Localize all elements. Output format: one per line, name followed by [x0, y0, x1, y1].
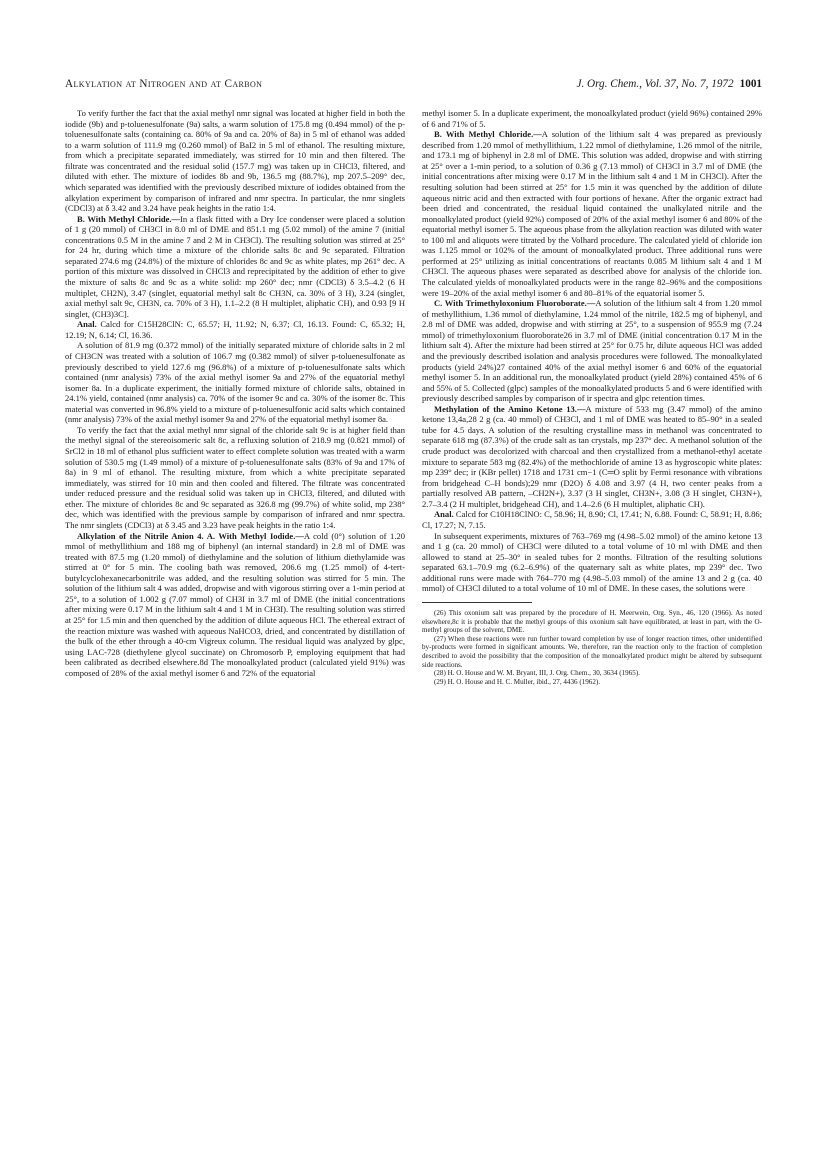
paragraph-text: In subsequent experiments, mixtures of 763–769 mg (4.98–5.02 mmol) of the amino ketone 13 and 1 g (ca. 20 mmol) of CH3Cl were diluted to a total volume of 10 ml with DME and then allowed to stand at 25–30° in sealed tubes for 2 months. Filtration of the resulting solutions separated 63.1–70.9 mg (6.2–6.9%) of the quaternary salt as white plates, mp 239° dec. Two additional runs were made with 764–770 mg (4.98–5.03 mmol) of the amine 13 and 2 g (ca. 40 mmol) of CH3Cl diluted to a total volume of 10 ml of DME. In these cases, the solutions were	[422, 530, 762, 594]
running-head: Alkylation at Nitrogen and at Carbon	[65, 78, 263, 90]
section-heading: Methylation of the Amino Ketone 13.—	[434, 403, 586, 414]
paragraph-text: A solution of 81.9 mg (0.372 mmol) of the initially separated mixture of chloride salts in 2 ml of CH3CN was treated with a solution of 106.7 mg (0.382 mmol) of silver p-toluenesulfonate as previously described to yield 127.6 mg (96.8%) of a mixture of p-toluenesulfonate salts which contained (nmr analysis) 73% of the axial methyl isomer 9a and 27% of the equatorial methyl isomer 8a. In a duplicate experiment, the initially formed mixture of chloride salts, obtained in 24.1% yield, contained (nmr analysis) ca. 70% of the isomer 9c and ca. 30% of the isomer 8c. This material was converted in 96.8% yield to a mixture of p-toluenesulfonic acid salts which contained (nmr analysis) 73% of the axial methyl isomer 9a and 27% of the equatorial methyl isomer 8a.	[65, 340, 405, 425]
paragraph-text: Calcd for C15H28ClN: C, 65.57; H, 11.92; N, 6.37; Cl, 16.13. Found: C, 65.32; H, 12.19; N, 6.14; Cl, 16.36.	[65, 319, 405, 340]
footnote: (28) H. O. House and W. M. Bryant, III, J. Org. Chem., 30, 3634 (1965).	[434, 669, 640, 678]
journal-citation: J. Org. Chem., Vol. 37, No. 7, 1972	[576, 78, 734, 90]
paragraph	[422, 298, 762, 404]
section-heading: Anal.	[434, 509, 454, 520]
paragraph-text: To verify further the fact that the axial methyl nmr signal was located at higher field in both the iodide (9b) and p-toluenesulfonate (9a) salts, a warm solution of 175.8 mg (0.494 mmol) of the p-toluenesulfonate salts (containing ca. 80% of 9a and ca. 20% of 8a) in 5 ml of ethanol was added to a warm solution of 111.9 mg (0.260 mmol) of BaI2 in 5 ml of ethanol. The resulting mixture, from which a precipitate separated immediately, was stirred for 10 min and then filtered. The filtrate was concentrated and the residual solid (157.7 mg) was taken up in CHCl3, filtered, and diluted with ether. The mixture of iodides 8b and 9b, 136.5 mg (88.7%), mp 207.5–209° dec, which separated was identified with the previously described mixture of iodides obtained from the alkylation experiment by comparison of infrared and nmr spectra. In particular, the nmr singlets (CDCl3) at δ 3.42 and 3.24 have peak heights in the ratio 1:4.	[65, 108, 405, 214]
footnote: (29) H. O. House and H. C. Muller, ibid., 27, 4436 (1962).	[434, 678, 601, 686]
footnote: (26) This oxonium salt was prepared by the procedure of H. Meerwein, Org. Syn., 46, 120 (1966). As noted elsewhere,8c it is probable that the methyl groups of this oxonium salt have equilibrated, at least in part, with the O-methyl groups of the solvent, DME.	[422, 608, 762, 635]
page-number: 1001	[739, 78, 762, 90]
right-column-body	[422, 108, 762, 594]
paragraph	[65, 340, 405, 425]
paragraph-text: methyl isomer 5. In a duplicate experiment, the monoalkylated product (yield 96%) contained 29% of 6 and 71% of 5.	[422, 108, 762, 129]
paragraph	[65, 531, 405, 679]
footnote-divider	[422, 602, 532, 603]
paragraph	[422, 404, 762, 510]
paragraph-text: A cold (0°) solution of 1.20 mmol of methyllithium and 188 mg of biphenyl (an internal standard) in 2.8 ml of DME was treated with 87.5 mg (1.20 mmol) of diethylamine and the solution of lithium diethylamide was stirred at 0° for 5 min. The cooling bath was removed, 206.6 mg (1.25 mmol) of 4-tert-butylcyclohexanecarbonitrile was added, and the resulting solution was stirred for 5 min. The solution of the lithium salt 4 was added, dropwise and with vigorous stirring over a 1-min period at 25°, to a solution of 1.002 g (7.07 mmol) of CH3I in 3.7 ml of DME (the initial concentrations after mixing were 0.17 M in the lithium salt 4 and 1 M in CH3I). The resulting solution was stirred at 25° for 1.5 min and then quenched by the addition of dilute aqueous HCl. The ethereal extract of the reaction mixture was washed with aqueous NaHCO3, dried, and concentrated by distillation of the bulk of the ether through a 40-cm Vigreux column. The residual liquid was analyzed by glpc, using LAC-728 (diethylene glycol succinate) on Chromosorb P, employing equipment that had been calibrated as decribed elsewhere.8d The monoalkylated product (calculated yield 91%) was composed of 28% of the axial methyl isomer 6 and 72% of the equatorial	[65, 530, 405, 678]
paragraph	[422, 129, 762, 298]
paragraph	[422, 531, 762, 594]
section-heading: B. With Methyl Chloride.—	[434, 129, 542, 140]
section-heading: C. With Trimethyloxonium Fluoroborate.—	[434, 298, 596, 309]
paragraph	[422, 509, 762, 530]
paragraph	[65, 108, 405, 214]
right-column	[422, 108, 762, 687]
paragraph-text: To verify the fact that the axial methyl nmr signal of the chloride salt 9c is at higher field than the methyl signal of the stereoisomeric salt 8c, a refluxing solution of 218.9 mg (0.821 mmol) of SrCl2 in 18 ml of ethanol plus sufficient water to effect complete solution was treated with a warm solution of 530.5 mg (1.49 mmol) of a mixture of p-toluenesulfonate salts (83% of 9a and 17% of 8a) in 9 ml of ethanol. The resulting mixture, from which a white precipitate separated immediately, was stirred for 10 min and then cooled and filtered. The filtrate was concentrated under reduced pressure and the residual solid was taken up in CHCl3, filtered, and diluted with ether. The mixture of chlorides 8c and 9c separated as 326.8 mg (99.7%) of white solid, mp 238° dec, which was identified with the previous sample by comparison of infrared and nmr spectra. The nmr singlets (CDCl3) at δ 3.45 and 3.23 have peak heights in the ratio 1:4.	[65, 424, 405, 530]
paragraph-text: Calcd for C10H18ClNO: C, 58.96; H, 8.90; Cl, 17.41; N, 6.88. Found: C, 58.91; H, 8.86; Cl, 17.27; N, 7.15.	[422, 509, 762, 530]
paragraph	[65, 425, 405, 531]
paragraph	[65, 214, 405, 320]
footnotes	[422, 609, 762, 687]
paragraph-text: A solution of the lithium salt 4 from 1.20 mmol of methyllithium, 1.36 mmol of diethylamine, 1.24 mmol of the nitrile, 182.5 mg of biphenyl, and 2.8 ml of DME was added, dropwise and with stirring at 25°, to a suspension of 955.9 mg (7.24 mmol) of trimethyloxonium fluoroborate26 in 3.7 ml of DME (initial concentration 0.17 M in the lithium salt 4). After the mixture had been stirred at 25° for 0.75 hr, dilute aqueous HCl was added and the previously described isolation and analysis procedures were followed. The monoalkylated products (yield 24%)27 contained 40% of the axial methyl isomer 6 and 60% of the equatorial methyl isomer 5. In an additional run, the monoalkylated product (yield 28%) contained 45% of 6 and 55% of 5. Collected (glpc) samples of the monoalkylated products 5 and 6 were identified with previously described samples by comparison of ir spectra and glpc retention times.	[422, 298, 762, 404]
section-heading: Anal.	[77, 319, 97, 330]
page-header	[65, 78, 762, 94]
paragraph-text: A solution of the lithium salt 4 was prepared as previously described from 1.20 mmol of methyllithium, 1.22 mmol of diethylamine, 1.26 mmol of the nitrile, and 173.1 mg of biphenyl in 2.8 ml of DME. This solution was added, dropwise and with stirring at 25° over a 1-min period, to a solution of 0.36 g (7.13 mmol) of CH3Cl in 3.7 ml of DME (the initial concentrations after mixing were 0.17 M in the lithium salt 4 and 1 M in CH3Cl). After the resulting solution had been stirred at 25° for 1.5 min it was quenched by the addition of dilute aqueous nitric acid and then extracted with four portions of hexane. After the organic extract had been dried and concentrated, the residual liquid contained the unalkylated nitrile and the monoalkylated product (yield 92%) composed of 20% of the axial methyl isomer 6 and 80% of the equatorial methyl isomer 5. The aqueous phase from the alkylation reaction was diluted with water to 100 ml and aliquots were titrated by the Volhard procedure. The calculated yield of chloride ion was 1.125 mmol or 102% of the amount of monoalkylated product. Three additional runs were performed at 25° utilizing as initial concentrations of reactants 0.085 M lithium salt 4 and 1 M CH3Cl. The aqueous phases were separated as described above for analysis of the chloride ion. The calculated yields of monoalkylated products were in the range 82–96% and the compositions were 19–20% of the axial methyl isomer 6 and 80–81% of the equatorial isomer 5.	[422, 129, 762, 298]
paragraph-text: In a flask fitted with a Dry Ice condenser were placed a solution of 1 g (20 mmol) of CH3Cl in 8.0 ml of DME and 851.1 mg (5.02 mmol) of the amine 7 (initial concentrations 0.5 M in the amine 7 and 2 M in CH3Cl). The resulting solution was stirred at 25° for 24 hr, during which time a mixture of the chloride salts 8c and 9c separated. Filtration separated 274.6 mg (24.8%) of the mixture of chlorides 8c and 9c as white plates, mp 261° dec. A portion of this mixture was dissolved in CHCl3 and reprecipitated by the addition of ether to give the mixture of salts 8c and 9c as a white solid: mp 260° dec; nmr (CDCl3) δ 3.5–4.2 (6 H multiplet, CH2N), 3.47 (singlet, equatorial methyl salt 8c CH3N, ca. 30% of 3 H), 3.24 (singlet, axial methyl salt 9c, CH3N, ca. 70% of 3 H), 1.1–2.2 (8 H multiplet, aliphatic CH), and 0.93 [9 H singlet, (CH3)3C].	[65, 213, 406, 319]
left-column	[65, 108, 405, 678]
paragraph	[65, 319, 405, 340]
paragraph	[422, 108, 762, 129]
footnote: (27) When these reactions were run further toward completion by use of longer reaction times, other unidentified by-products were formed in significant amounts. We, therefore, ran the reaction only to the fraction of completion described to avoid the possibility that the composition of the monoalkylated product might be altered by subsequent side reactions.	[422, 634, 762, 669]
section-heading: Alkylation of the Nitrile Anion 4. A. With Methyl Iodide.—	[77, 530, 304, 541]
section-heading: B. With Methyl Chloride.—	[77, 213, 181, 224]
journal-reference	[576, 78, 762, 90]
paragraph-text: A mixture of 533 mg (3.47 mmol) of the amino ketone 13,4a,28 2 g (ca. 40 mmol) of CH3Cl, and 1 ml of DME was heated to 85–90° in a sealed tube for 4.5 days. A solution of the resulting crystalline mass in methanol was concentrated to separate 618 mg (87.3%) of the crude salt as tan crystals, mp 237° dec. A methanol solution of the crude product was decolorized with charcoal and then crystallized from a methanol-ethyl acetate mixture to separate 583 mg (82.4%) of the methochloride of amine 13 as hygroscopic white plates: mp 239° dec; ir (KBr pellet) 1718 and 1731 cm−1 (C═O split by Fermi resonance with vibrations from bridgehead C–H bonds);29 nmr (D2O) δ 4.08 and 3.97 (4 H, two center peaks from a partially resolved AB pattern, –CH2N+), 3.37 (3 H singlet, CH3N+, 3.08 (3 H singlet, CH3N+), 2.7–3.4 (2 H multiplet, bridgehead CH), and 1.4–2.6 (6 H multiplet, aliphatic CH).	[422, 403, 762, 509]
